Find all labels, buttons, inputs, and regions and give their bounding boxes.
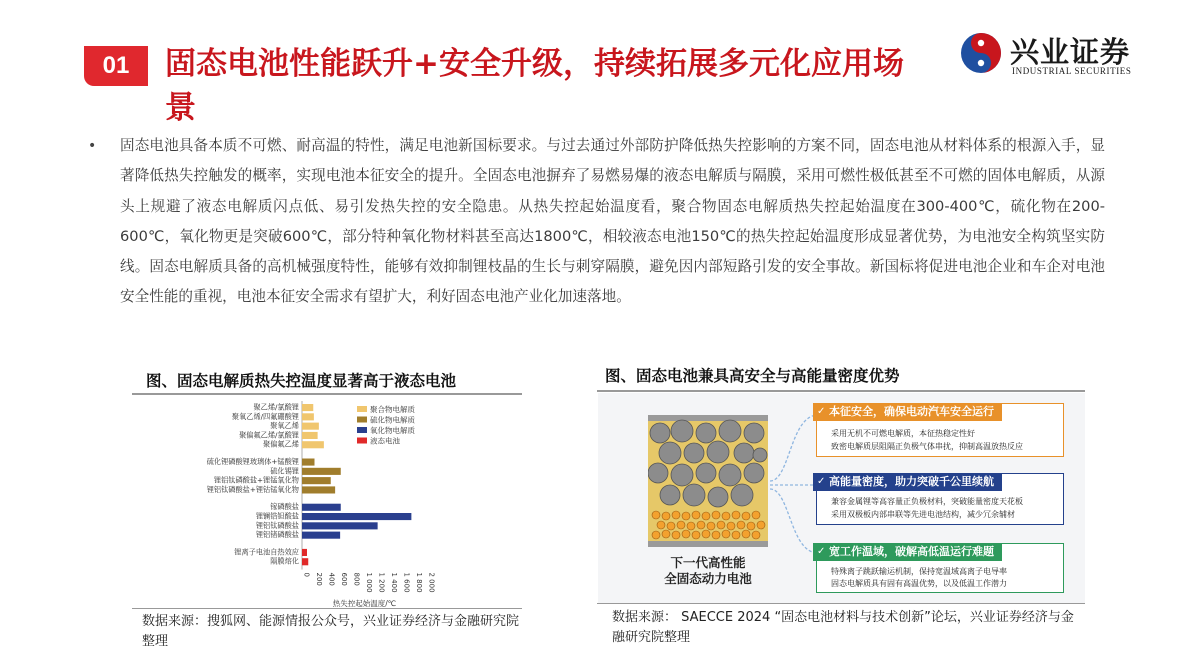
x-tick-label: 2 000	[427, 572, 436, 593]
y-tick-label: 隔膜熔化	[270, 556, 299, 566]
y-tick-label: 聚偏氟乙烯	[263, 439, 299, 449]
legend-swatch	[357, 406, 367, 412]
y-tick-label: 锂铝钛磷酸盐+锂锰氧化物	[213, 475, 299, 485]
left-source-note: 数据来源：搜狐网、能源情报公众号，兴业证券经济与金融研究院整理	[142, 614, 520, 649]
page-title: 固态电池性能跃升+安全升级，持续拓展多元化应用场景	[165, 46, 904, 126]
section-number-badge: 01	[84, 46, 148, 86]
card-title-safety	[813, 403, 1002, 421]
legend-label: 聚合物电解质	[370, 405, 415, 414]
x-tick-label: 400	[327, 572, 336, 586]
x-tick-label: 200	[315, 572, 323, 586]
bar	[302, 477, 331, 484]
x-tick-label: 1 800	[415, 572, 423, 593]
x-tick-label: 0	[302, 572, 311, 577]
x-tick-label: 800	[352, 572, 361, 586]
advantage-card-safety	[816, 403, 1064, 457]
legend-label: 氧化物电解质	[370, 426, 415, 435]
card-title-safety-text: 本征安全，确保电动汽车安全运行	[829, 405, 994, 418]
brand-logo	[960, 30, 1165, 80]
right-source-divider	[597, 603, 1085, 604]
legend-swatch	[357, 438, 367, 444]
y-tick-label: 聚氧乙烯/四氟硼酸锂	[231, 411, 299, 421]
solid-state-cell-illustration	[648, 415, 768, 547]
x-tick-label: 1 000	[365, 572, 373, 593]
card-line: 致密电解质层阻隔正负极气体串扰，抑制高温放热反应	[831, 442, 1023, 451]
y-tick-label: 硫化锡锂	[270, 466, 299, 476]
left-source-divider	[132, 608, 522, 609]
bar	[302, 486, 335, 493]
x-tick-label: 600	[340, 572, 348, 586]
card-title-temperature-text: 宽工作温域，破解高低温运行难题	[829, 545, 994, 558]
card-line: 采用无机不可燃电解质，本征热稳定性好	[831, 429, 975, 438]
y-tick-label: 锂铝钛磷酸盐	[255, 520, 299, 530]
check-icon: ✓	[817, 406, 826, 417]
right-figure-caption: 图、固态电池兼具高安全与高能量密度优势	[605, 367, 900, 385]
left-caption-underline	[132, 393, 522, 395]
legend-swatch	[357, 417, 367, 423]
y-tick-label: 聚偏氟乙烯/氯酸锂	[239, 430, 299, 440]
bar	[302, 404, 313, 411]
cell-label-line1: 下一代高性能	[670, 555, 746, 570]
bar	[302, 522, 378, 529]
cell-label-line2: 全固态动力电池	[664, 571, 752, 586]
x-tick-label: 1 600	[402, 572, 411, 593]
x-tick-label: 1 400	[390, 572, 398, 593]
battery-advantages-diagram	[598, 393, 1085, 603]
card-line: 固态电解质具有固有高温优势，以及低温工作潜力	[831, 579, 1007, 588]
y-tick-label: 聚乙烯/氯酸锂	[253, 402, 299, 412]
y-tick-label: 锂镧锆钽酸盐	[255, 511, 299, 521]
bar	[302, 504, 341, 511]
connector-lines	[770, 393, 820, 603]
advantage-card-temperature	[816, 543, 1064, 593]
x-tick-label: 1 200	[377, 572, 386, 593]
bar	[302, 432, 318, 439]
card-title-energy	[813, 473, 1002, 491]
bar	[302, 459, 315, 466]
bar	[302, 468, 341, 475]
card-line: 特殊离子跳跃输运机制，保持宽温域高离子电导率	[831, 567, 1007, 576]
bar	[302, 441, 324, 448]
card-title-energy-text: 高能量密度，助力突破千公里续航	[829, 475, 994, 488]
body-paragraph: 固态电池具备本质不可燃、耐高温的特性，满足电池新国标要求。与过去通过外部防护降低热失控影响的方案不同，固态电池从材料体系的根源入手，显著降低热失控触发的概率，实现电池本征安全的提升。全固态电池摒弃了易燃易爆的液态电解质与隔膜，采用可燃性极低甚至不可燃的固体电解质，从源头上规避了液态电解质闪点低、易引发热失控的安全隐患。从热失控起始温度看，聚合物固态电解质热失控起始温度在300-400℃，硫化物在200-600℃，氧化物更是突破600℃，部分特种氧化物材料甚至高达1800℃，相较液态电池150℃的热失控起始温度形成显著优势，为电池安全构筑坚实防线。固态电解质具备的高机械强度特性，能够有效抑制锂枝晶的生长与刺穿隔膜，避免因内部短路引发的安全事故。新国标将促进电池企业和车企对电池安全性能的重视，电池本征安全需求有望扩大，利好固态电池产业化加速落地。	[120, 137, 1105, 306]
right-caption-underline	[597, 390, 1085, 392]
bar	[302, 413, 314, 420]
card-line: 兼容金属锂等高容量正负极材料，突破能量密度天花板	[831, 497, 1023, 506]
y-tick-label: 镓磷酸盐	[270, 502, 299, 512]
right-source-note: 数据来源： SAECCE 2024 “固态电池材料与技术创新”论坛，兴业证券经济与金融研究院整理	[612, 610, 1074, 645]
bar	[302, 549, 307, 556]
bullet-marker: •	[88, 138, 97, 154]
logo-icon	[960, 32, 1002, 74]
left-figure-caption: 图、固态电解质热失控温度显著高于液态电池	[146, 372, 457, 390]
card-title-temperature	[813, 543, 1002, 561]
logo-name-cn: 兴业证券	[1010, 35, 1131, 69]
legend-swatch	[357, 427, 367, 433]
logo-name-en: INDUSTRIAL SECURITIES	[1012, 66, 1132, 76]
card-line: 采用双极板内部串联等先进电池结构，减少冗余辅材	[831, 510, 1015, 519]
advantage-card-energy	[816, 473, 1064, 525]
check-icon: ✓	[817, 546, 826, 557]
x-axis-label: 热失控起始温度/℃	[332, 599, 397, 608]
bar	[302, 558, 308, 565]
bar	[302, 423, 319, 430]
legend-label: 液态电池	[370, 436, 400, 446]
y-tick-label: 聚氧乙烯	[270, 421, 299, 431]
legend-label: 硫化物电解质	[370, 415, 415, 425]
check-icon: ✓	[817, 476, 826, 487]
y-tick-label: 硫化锂磷酸锂玻璃体+锰酸锂	[206, 457, 299, 466]
bar	[302, 532, 340, 539]
y-tick-label: 锂离子电池自热效应	[234, 547, 299, 557]
bar	[302, 513, 411, 520]
thermal-runaway-chart	[140, 398, 450, 610]
y-tick-label: 锂铝锗磷酸盐	[255, 530, 299, 540]
y-tick-label: 锂铝钛磷酸盐+锂钴锰氧化物	[206, 484, 299, 494]
